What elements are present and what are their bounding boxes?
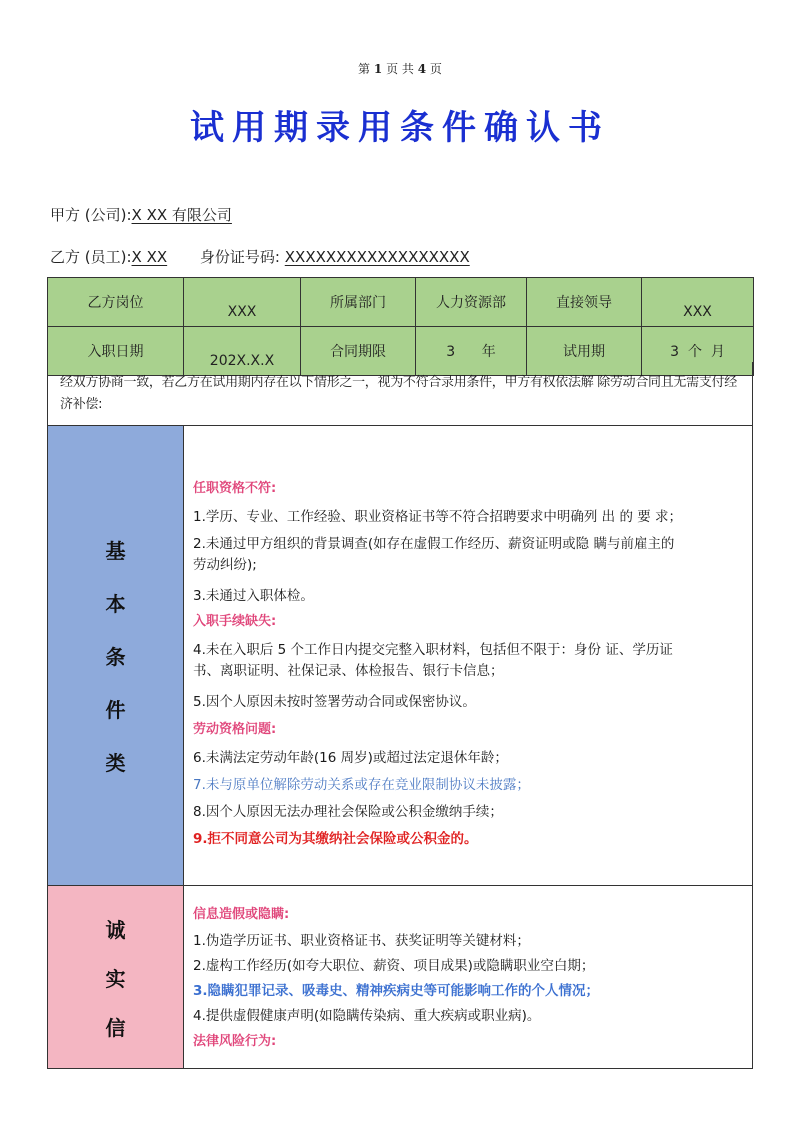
- contract-term-label: 合同期限: [301, 327, 416, 376]
- list-item: 3.隐瞒犯罪记录、吸毒史、精神疾病史等可能影响工作的个人情况；: [193, 983, 600, 999]
- entry-date-label: 入职日期: [48, 327, 184, 376]
- page-number: 第 1 页 共 4 页: [358, 62, 442, 76]
- basic-conditions-section: [47, 426, 753, 886]
- list-item: 8.因个人原因无法办理社会保险或公积金缴纳手续；: [193, 804, 503, 820]
- category-heading: 法律风险行为:: [193, 1034, 277, 1049]
- document-title: 试用期录用条件确认书: [190, 108, 610, 148]
- list-item: 4.未在入职后 5 个工作日内提交完整入职材料，包括但不限于：身份 证、学历证: [193, 642, 673, 658]
- category-heading: 劳动资格问题:: [193, 722, 277, 737]
- leader-label: 直接领导: [527, 278, 642, 327]
- list-item: 3.未通过入职体检。: [193, 588, 314, 604]
- party-a-label: 甲方 (公司):: [50, 206, 132, 224]
- category-heading: 入职手续缺失:: [193, 614, 277, 629]
- position-value: XXX: [184, 278, 301, 327]
- integrity-section-label: 诚 实 信: [48, 886, 184, 1068]
- integrity-section-body: [193, 904, 742, 1052]
- id-number-label: 身份证号码:: [199, 248, 280, 266]
- list-item: 1.伪造学历证书、职业资格证书、获奖证明等关键材料；: [193, 933, 530, 949]
- probation-value: 3 个 月: [642, 327, 754, 376]
- leader-value: XXX: [642, 278, 754, 327]
- department-label: 所属部门: [301, 278, 416, 327]
- list-item: 7.未与原单位解除劳动关系或存在竞业限制协议未披露；: [193, 777, 530, 793]
- list-item: 书、离职证明、社保记录、体检报告、银行卡信息；: [193, 663, 504, 679]
- integrity-section: [47, 886, 753, 1069]
- party-b-value: X XX: [131, 248, 168, 266]
- party-a-line: [50, 204, 232, 225]
- category-heading: 信息造假或隐瞒:: [193, 907, 290, 922]
- probation-label: 试用期: [527, 327, 642, 376]
- entry-date-value: 202X.X.X: [184, 327, 301, 376]
- table-row: [48, 278, 754, 327]
- list-item: 6.未满法定劳动年龄(16 周岁)或超过法定退休年龄；: [193, 750, 508, 766]
- party-b-line: [50, 246, 470, 267]
- list-item: 2.未通过甲方组织的背景调查(如存在虚假工作经历、薪资证明或隐 瞒与前雇主的: [193, 536, 675, 552]
- party-a-value: X XX 有限公司: [131, 206, 232, 224]
- intro-paragraph: 经双方协商一致，若乙方在试用期内存在以下情形之一，视为不符合录用条件，甲方有权依法解 除劳动合同且无需支付经济补偿:: [47, 362, 753, 426]
- list-item: 4.提供虚假健康声明(如隐瞒传染病、重大疾病或职业病)。: [193, 1008, 541, 1024]
- list-item: 1.学历、专业、工作经验、职业资格证书等不符合招聘要求中明确列 出 的 要 求；: [193, 509, 683, 525]
- list-item: 9.拒不同意公司为其缴纳社会保险或公积金的。: [193, 831, 478, 847]
- party-b-label: 乙方 (员工):: [50, 248, 132, 266]
- basic-section-label: 基 本 条 件 类: [48, 426, 184, 885]
- list-item: 劳动纠纷);: [193, 557, 257, 573]
- list-item: 5.因个人原因未按时签署劳动合同或保密协议。: [193, 694, 476, 710]
- position-label: 乙方岗位: [48, 278, 184, 327]
- basic-section-body: [193, 478, 742, 850]
- id-number-value: XXXXXXXXXXXXXXXXXX: [284, 248, 470, 266]
- department-value: 人力资源部: [416, 278, 527, 327]
- category-heading: 任职资格不符:: [193, 481, 277, 496]
- contract-term-value: 3 年: [416, 327, 527, 376]
- list-item: 2.虚构工作经历(如夸大职位、薪资、项目成果)或隐瞒职业空白期；: [193, 958, 595, 974]
